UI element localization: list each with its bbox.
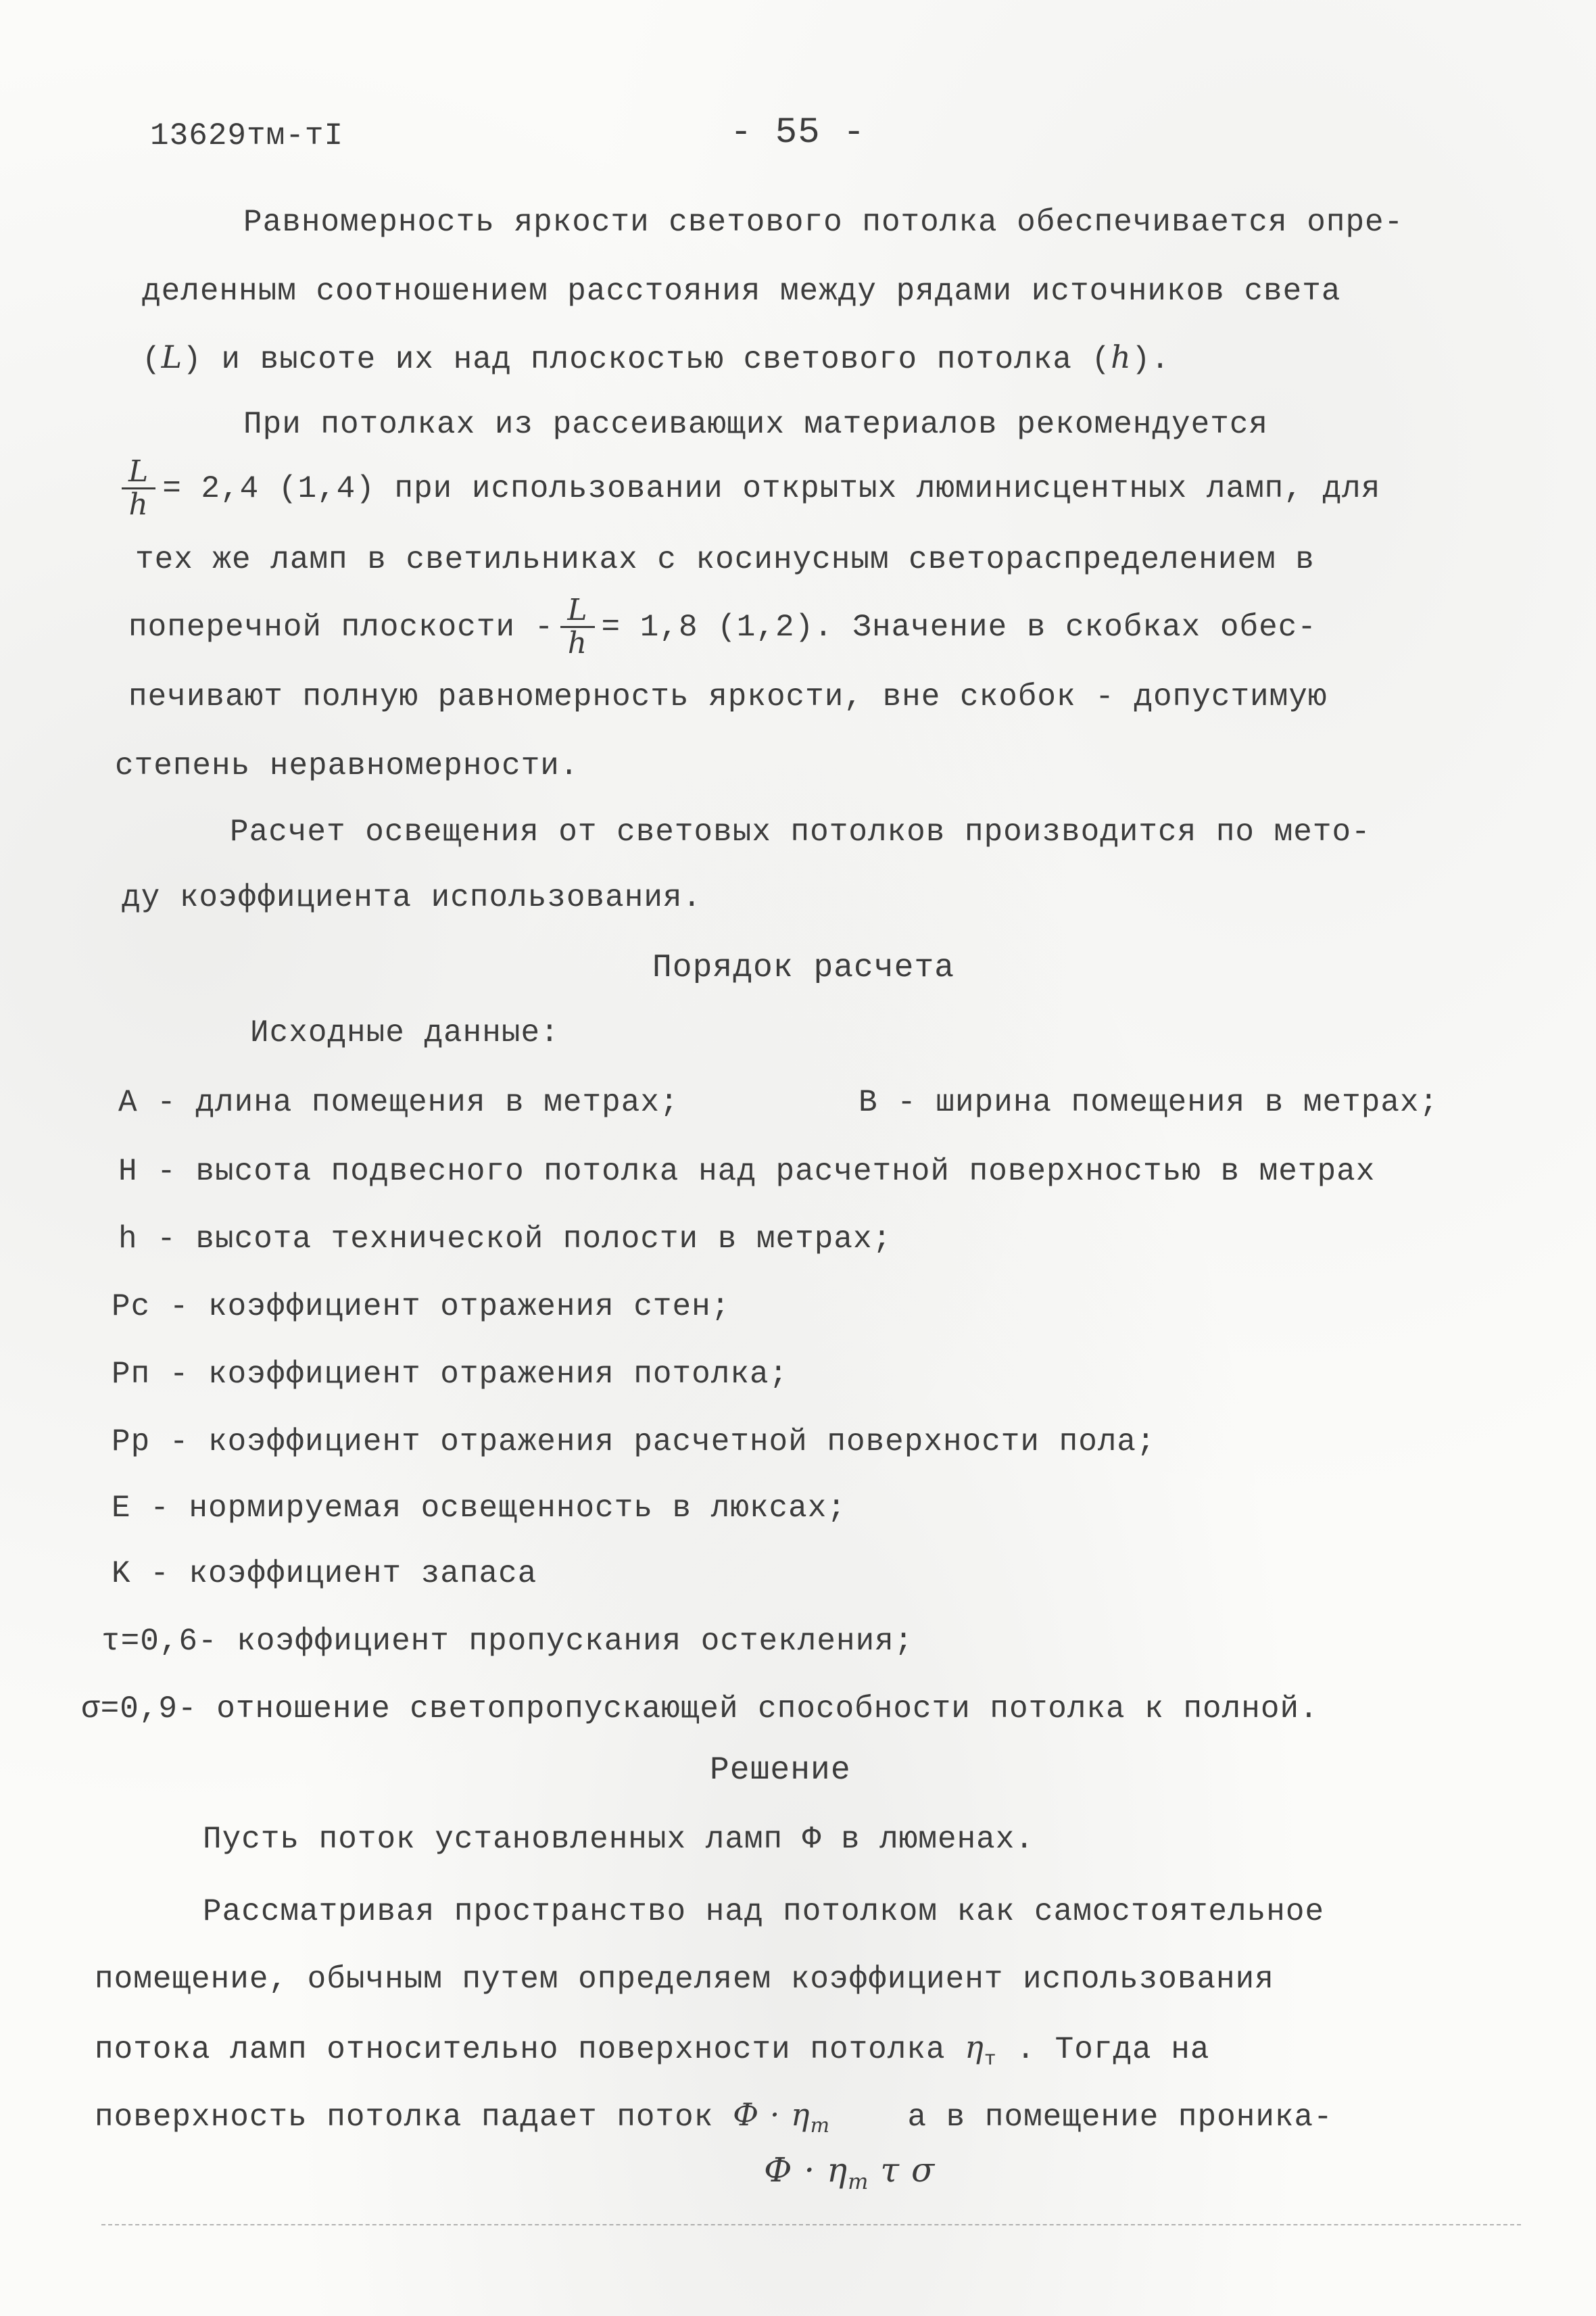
paragraph-line: степень неравномерности. bbox=[115, 748, 579, 783]
formula-line: $\frac{L}{h}$ = 2,4 (1,4) при использовании открытых люминисцентных ламп, для bbox=[115, 456, 1380, 521]
formula-line: поперечной плоскости - $\frac{L}{h}$ = 1,8 (1,2). Значение в скобках обес- bbox=[128, 593, 1317, 661]
eta-symbol: η bbox=[965, 2029, 984, 2065]
paragraph-line: печивают полную равномерность яркости, вне скобок - допустимую bbox=[128, 679, 1328, 715]
document-number: 13629тм-тI bbox=[150, 118, 344, 153]
flux-formula: Ф · η bbox=[732, 2096, 811, 2133]
fraction-L-over-h: $\frac{L}{h}$ bbox=[560, 595, 594, 659]
input-data-heading: Исходные данные: bbox=[250, 1015, 560, 1051]
paragraph-line: Равномерность яркости светового потолка обеспечивается опре- bbox=[243, 205, 1404, 240]
handwritten-L: L bbox=[161, 339, 183, 375]
definition-B: B - ширина помещения в метрах; bbox=[859, 1085, 1439, 1120]
paragraph-line: ду коэффициента использования. bbox=[122, 880, 702, 915]
definition-tau: τ=0,6- коэффициент пропускания остекления; bbox=[101, 1624, 914, 1659]
section-heading-solution: Решение bbox=[710, 1752, 851, 1789]
paragraph-line: помещение, обычным путем определяем коэффициент использования bbox=[95, 1962, 1274, 1997]
handwritten-formula: $Ф \cdot \eta_т$ τ σ bbox=[764, 2150, 936, 2194]
paragraph-line: (L) и высоте их над плоскостью светового потолка (h). bbox=[142, 339, 1171, 377]
definition-h: h - высота технической полости в метрах; bbox=[118, 1222, 892, 1257]
paragraph-line: Рассматривая пространство над потолком как самостоятельное bbox=[203, 1894, 1325, 1929]
paragraph-line: Пусть поток установленных ламп Ф в люменах. bbox=[203, 1822, 1034, 1857]
paragraph-line: Расчет освещения от световых потолков производится по мето- bbox=[230, 815, 1371, 850]
definition-pc: Pc - коэффициент отражения стен; bbox=[112, 1289, 731, 1324]
definition-E: E - нормируемая освещенность в люксах; bbox=[112, 1491, 846, 1526]
section-heading-procedure: Порядок расчета bbox=[652, 950, 955, 986]
paragraph-line: поверхность потолка падает поток $Ф \cdot \eta_т$ а в помещение проника- bbox=[95, 2096, 1333, 2138]
paragraph-line: деленным соотношением расстояния между рядами источников света bbox=[142, 274, 1341, 309]
paragraph-line: потока ламп относительно поверхности потолка $\eta_т$ . Тогда на bbox=[95, 2029, 1210, 2072]
paragraph-line: При потолках из рассеивающих материалов рекомендуется bbox=[243, 407, 1269, 442]
definition-pp: Pp - коэффициент отражения расчетной поверхности пола; bbox=[112, 1424, 1156, 1459]
definition-K: K - коэффициент запаса bbox=[112, 1556, 537, 1591]
definition-H: H - высота подвесного потолка над расчетной поверхностью в метрах bbox=[118, 1154, 1376, 1189]
page-bottom-rule bbox=[101, 2224, 1521, 2225]
definition-sigma: σ=0,9- отношение светопропускающей способности потолка к полной. bbox=[81, 1691, 1319, 1727]
fraction-L-over-h: $\frac{L}{h}$ bbox=[122, 456, 155, 521]
paragraph-line: тех же ламп в светильниках с косинусным светораспределением в bbox=[135, 542, 1315, 577]
definition-pn: Pп - коэффициент отражения потолка; bbox=[112, 1357, 789, 1392]
page-number: - 55 - bbox=[730, 112, 866, 153]
definition-A: A - длина помещения в метрах; bbox=[118, 1085, 679, 1120]
handwritten-h: h bbox=[1111, 339, 1132, 375]
